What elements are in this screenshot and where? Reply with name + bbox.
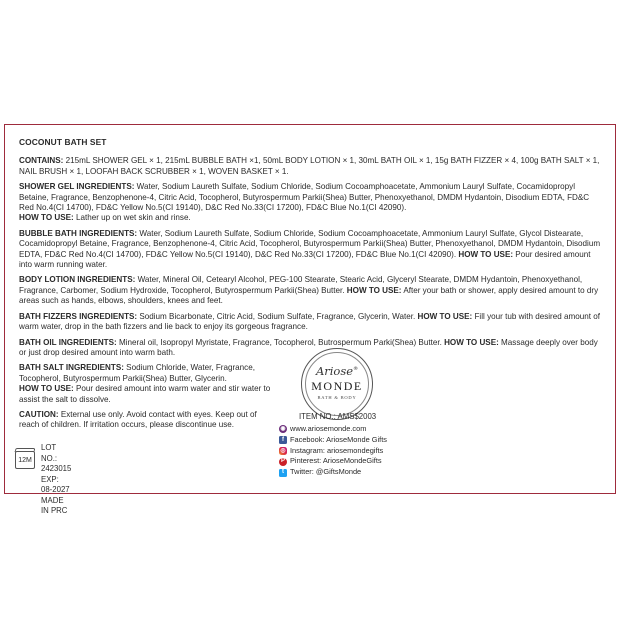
bubble-bath-label: BUBBLE BATH INGREDIENTS: <box>19 228 138 238</box>
twitter-icon: t <box>279 469 287 477</box>
country-of-origin: MADE IN PRC <box>41 495 68 515</box>
body-lotion-label: BODY LOTION INGREDIENTS: <box>19 275 136 285</box>
bath-oil-how-text: Massage deeply over body or just drop desired amount into warm bath. <box>19 337 598 357</box>
social-text-pinterest: Pinterest: ArioseMondeGifts <box>290 456 382 466</box>
contains-text: 215mL SHOWER GEL × 1, 215mL BUBBLE BATH ×1, 50mL BODY LOTION × 1, 30mL BATH OIL × 1, 15g BATH FIZZER × 4, 100g BATH SALT × 1, NAIL BRUSH × 1, LOOFAH BACK SCRUBBER × 1, WOVEN BASKET × 1. <box>19 156 600 176</box>
facebook-icon: f <box>279 436 287 444</box>
bath-salt-label: BATH SALT INGREDIENTS: <box>19 363 124 373</box>
lot-number: LOT NO.: 2423015 <box>41 443 72 473</box>
bath-fizzers-text: Sodium Bicarbonate, Citric Acid, Sodium Sulfate, Fragrance, Glycerin, Water. <box>137 311 418 321</box>
bath-fizzers-how-label: HOW TO USE: <box>417 311 473 321</box>
bubble-bath-paragraph <box>19 229 605 271</box>
social-row-twitter[interactable] <box>279 467 387 478</box>
social-text-facebook: Facebook: ArioseMonde Gifts <box>290 434 387 444</box>
contains-paragraph <box>19 156 605 177</box>
shower-gel-paragraph <box>19 182 605 224</box>
caution-text: External use only. Avoid contact with eyes. Keep out of reach of children. If irritation occurs, please discontinue use. <box>19 409 257 430</box>
logo-sub-text: BATH & BODY <box>317 395 357 400</box>
social-row-facebook[interactable] <box>279 435 387 446</box>
body-lotion-how-text: After your bath or shower, apply desired amount to dry areas such as hands, elbows, shoulders, knees and feet. <box>19 285 599 306</box>
bath-salt-paragraph <box>19 363 279 405</box>
product-label-panel <box>4 124 616 515</box>
ariose-monde-logo <box>301 348 373 420</box>
bath-salt-text: Sodium Chloride, Water, Fragrance, Tocopherol, Butyrospermum Parkii(Shea) Butter, Glycerin. <box>19 363 255 383</box>
social-row-instagram[interactable] <box>279 446 387 457</box>
body-lotion-paragraph <box>19 275 605 306</box>
globe-icon: ◉ <box>280 426 286 432</box>
social-text-twitter: Twitter: @GiftsMonde <box>290 467 362 477</box>
instagram-icon: ◎ <box>280 447 286 454</box>
bath-salt-how-label: HOW TO USE: <box>19 384 74 394</box>
bath-oil-label: BATH OIL INGREDIENTS: <box>19 337 117 347</box>
bath-fizzers-label: BATH FIZZERS INGREDIENTS: <box>19 311 138 321</box>
body-lotion-text: Water, Mineral Oil, Cetearyl Alcohol, PEG-100 Stearate, Stearic Acid, Glyceryl Stearate, DMDM Hydantoin, Phenoxyethanol, Fragrance, Carbomer, Sodium Hydroxide, Tocopherol, Butyrospermum Parkii(Shea) Butter. <box>19 275 583 295</box>
bubble-bath-how-label: HOW TO USE: <box>458 249 514 259</box>
social-text-instagram: Instagram: ariosemondegifts <box>290 445 384 455</box>
bubble-bath-text: Water, Sodium Laureth Sulfate, Sodium Chloride, Sodium Cocoamphoacetate, Ammonium Lauryl Sulfate, Glycol Distearate, Cocamidopropyl Betaine, Fragrance, Benzophenone-4, Citric Acid, Tocopherol, Butyrospermum Parkii(Shea) Butter, Phenoxyethanol, DMDM Hydantoin, Disodium EDTA, FD&C Red No.4(CI 14700), FD&C Yellow No.5(CI 19140), D&C Red No.33(CI 17200), FD&C Blue No.1(CI 42090). <box>19 228 601 259</box>
jar-lid-shape <box>14 448 35 452</box>
pao-text: 12M <box>18 457 32 464</box>
caution-paragraph <box>19 410 279 431</box>
social-links-list <box>279 424 387 478</box>
body-lotion-how-label: HOW TO USE: <box>346 285 402 295</box>
bath-oil-text: Mineral oil, Isopropyl Myristate, Fragrance, Tocopherol, Butrospermum Parki(Shea) Butter. <box>116 337 445 347</box>
bath-oil-how-label: HOW TO USE: <box>444 337 499 347</box>
bath-salt-how-text: Pour desired amount into warm water and stir water to assist the salt to dissolve. <box>19 384 271 404</box>
bath-oil-paragraph <box>19 338 605 359</box>
caution-label: CAUTION: <box>19 409 59 419</box>
bath-fizzers-how-text: Fill your tub with desired amount of warm water, drop in the bath fizzers and lie back to enjoy its gorgeous fragrance. <box>19 311 600 332</box>
product-title: COCONUT BATH SET <box>19 137 107 147</box>
logo-script-text <box>302 364 372 378</box>
social-row-pinterest[interactable] <box>279 456 387 467</box>
lot-lines <box>41 443 71 517</box>
bath-fizzers-paragraph <box>19 312 605 333</box>
shower-gel-text: Water, Sodium Laureth Sulfate, Sodium Chloride, Sodium Cocoamphoacetate, Ammonium Lauryl Sulfate, Cocamidopropyl Betaine, Fragrance, Benzophenone-4, Citric Acid, Tocopherol, Butyrospermum Parkii(Shea) Butter, Phenoxyethanol, DMDM Hydantoin, Disodium EDTA, FD&C Red No.4(CI 14700), FD&C Yellow No.5(CI 19140), D&C Red No.33(CI 17200), FD&C Blue No.1(CI 42090). <box>19 182 590 213</box>
logo-script-word: Ariose <box>315 364 354 378</box>
logo-registered-mark: ® <box>353 366 359 373</box>
pinterest-icon: P <box>280 458 285 465</box>
item-number: ITEM NO.: AMS$2003 <box>299 412 377 421</box>
shower-gel-how-text: Lather up on wet skin and rinse. <box>73 213 191 223</box>
expiry-date: EXP: 08-2027 <box>41 474 70 494</box>
logo-main-text: MONDE <box>311 379 363 393</box>
social-text-website: www.ariosemonde.com <box>290 424 367 433</box>
shower-gel-how-label: HOW TO USE: <box>19 213 74 223</box>
contains-label: CONTAINS: <box>19 156 64 166</box>
period-after-opening-icon <box>15 451 35 469</box>
social-row-website[interactable] <box>279 424 387 435</box>
shower-gel-label: SHOWER GEL INGREDIENTS: <box>19 182 135 192</box>
bubble-bath-how-text: Pour desired amount into warm running water. <box>19 249 591 270</box>
